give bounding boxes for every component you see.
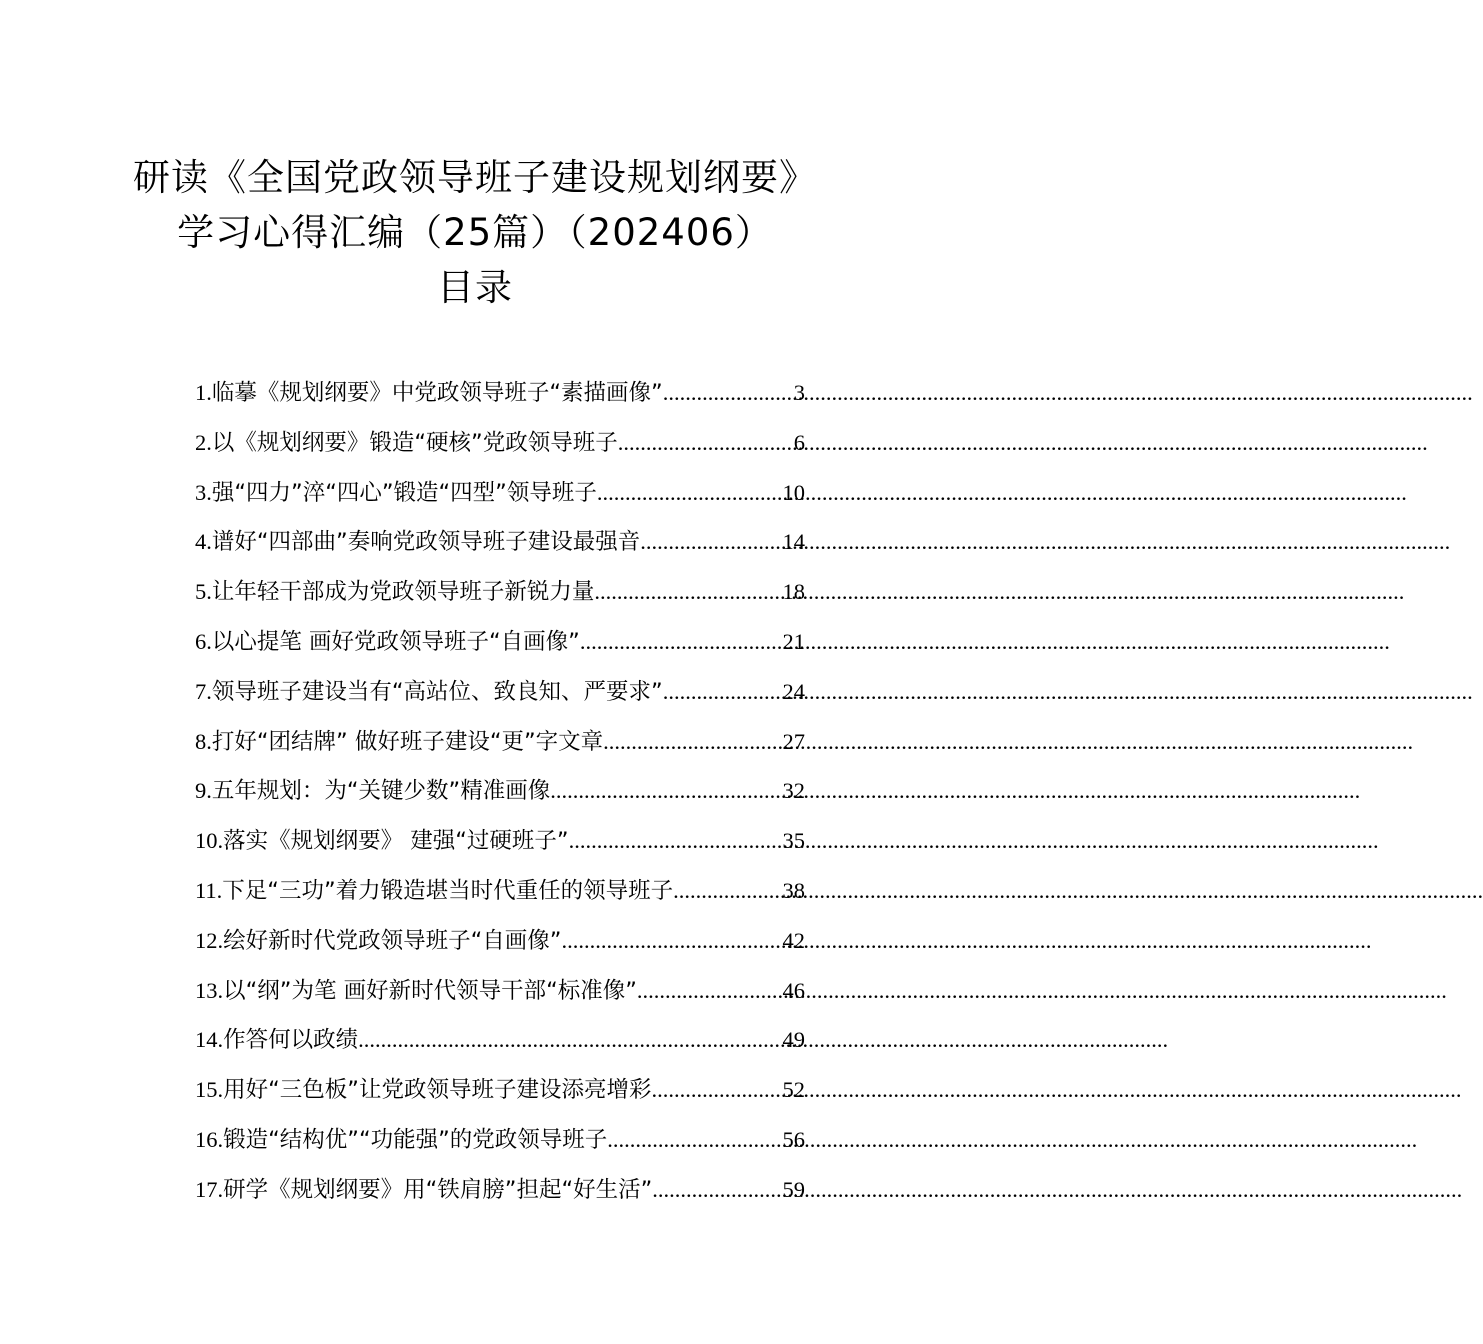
toc-entry-number: 6. [195,628,212,654]
toc-entry[interactable] [195,624,805,674]
toc-entry[interactable] [195,425,805,475]
toc-entry[interactable] [195,873,805,923]
toc-entry-title: 作答何以政绩 [223,1027,359,1054]
toc-entry-number: 15. [195,1077,224,1103]
toc-entry[interactable] [195,524,805,574]
toc-entry-title: 五年规划：为“关键少数”精准画像 [211,778,551,805]
toc-entry-title: 锻造“结构优”“功能强”的党政领导班子 [223,1126,608,1153]
toc-entry-number: 7. [195,678,212,704]
toc-entry-number: 5. [195,579,212,605]
toc-entry[interactable] [195,1022,805,1072]
document-title [0,150,950,315]
toc-entry-page: 27 [782,728,805,754]
toc-dot-leader [673,878,782,904]
toc-entry-number: 16. [195,1126,224,1152]
toc-entry-number: 2. [195,429,212,455]
toc-entry-page: 46 [782,977,805,1003]
toc-dot-leader [358,1027,782,1053]
title-line-1: 研读《全国党政领导班子建设规划纲要》 [133,156,817,199]
toc-dot-leader [651,1077,782,1103]
toc-dot-leader [569,828,783,854]
toc-dot-leader [640,529,782,555]
title-line-2: 学习心得汇编（25篇）（202406） [177,211,773,254]
toc-entry-title: 打好“团结牌” 做好班子建设“更”字文章 [211,728,604,755]
toc-entry-title: 谱好“四部曲”奏响党政领导班子建设最强音 [211,529,641,556]
toc-dot-leader [663,380,794,406]
toc-entry-title: 研学《规划纲要》用“铁肩膀”担起“好生活” [223,1176,653,1203]
toc-heading: 目录 [437,266,513,309]
toc-entry[interactable] [195,1122,805,1172]
toc-entry[interactable] [195,1072,805,1122]
toc-entry-number: 9. [195,778,212,804]
toc-entry-number: 14. [195,1027,224,1053]
toc-entry-title: 强“四力”淬“四心”锻造“四型”领导班子 [211,479,597,506]
toc-entry-page: 18 [782,579,805,605]
toc-dot-leader [652,1177,782,1203]
toc-entry-title: 用好“三色板”让党政领导班子建设添亮增彩 [223,1077,652,1104]
toc-dot-leader [618,430,794,456]
toc-entry[interactable] [195,724,805,774]
toc-entry[interactable] [195,773,805,823]
toc-dot-leader [607,1127,782,1153]
toc-entry-page: 38 [782,877,805,903]
toc-entry-number: 4. [195,529,212,555]
toc-dot-leader [663,679,783,705]
toc-entry-page: 6 [793,429,805,455]
toc-entry-page: 10 [782,479,805,505]
toc-entry-page: 14 [782,529,805,555]
toc-dot-leader [637,978,783,1004]
toc-entry-page: 42 [782,927,805,953]
toc-entry-title: 落实《规划纲要》 建强“过硬班子” [223,828,569,855]
toc-entry-page: 35 [782,828,805,854]
toc-entry-title: 以《规划纲要》锻造“硬核”党政领导班子 [211,429,618,456]
toc-entry-title: 领导班子建设当有“高站位、致良知、严要求” [211,678,663,705]
table-of-contents [195,375,805,1222]
toc-entry-title: 绘好新时代党政领导班子“自画像” [223,927,562,954]
toc-dot-leader [603,729,782,755]
toc-entry-number: 17. [195,1176,224,1202]
toc-dot-leader [580,629,783,655]
toc-entry-page: 56 [782,1126,805,1152]
toc-dot-leader [597,480,783,506]
toc-entry-page: 3 [793,380,805,405]
toc-entry[interactable] [195,674,805,724]
toc-entry-number: 8. [195,728,212,754]
toc-entry-number: 11. [195,877,223,903]
toc-entry-number: 13. [195,977,224,1003]
toc-entry[interactable] [195,375,805,425]
toc-entry-page: 24 [782,678,805,704]
toc-entry[interactable] [195,1172,805,1222]
toc-entry-page: 49 [782,1027,805,1053]
toc-entry-number: 12. [195,927,224,953]
toc-entry-number: 1. [195,380,212,405]
toc-dot-leader [594,579,782,605]
toc-entry[interactable] [195,475,805,525]
toc-entry-page: 52 [782,1077,805,1103]
toc-entry-title: 以“纲”为笔 画好新时代领导干部“标准像” [223,977,637,1004]
toc-entry[interactable] [195,823,805,873]
toc-entry-page: 59 [782,1176,805,1202]
toc-entry-page: 32 [782,778,805,804]
toc-entry-title: 临摹《规划纲要》中党政领导班子“素描画像” [211,380,663,406]
toc-entry-number: 10. [195,828,224,854]
toc-entry-title: 以心提笔 画好党政领导班子“自画像” [211,628,580,655]
toc-entry[interactable] [195,574,805,624]
toc-entry[interactable] [195,973,805,1023]
toc-dot-leader [561,928,782,954]
toc-entry-title: 下足“三功”着力锻造堪当时代重任的领导班子 [222,877,674,904]
toc-entry-number: 3. [195,479,212,505]
toc-entry-title: 让年轻干部成为党政领导班子新锐力量 [211,579,595,606]
toc-entry[interactable] [195,923,805,973]
toc-entry-page: 21 [782,628,805,654]
toc-dot-leader [550,778,782,804]
